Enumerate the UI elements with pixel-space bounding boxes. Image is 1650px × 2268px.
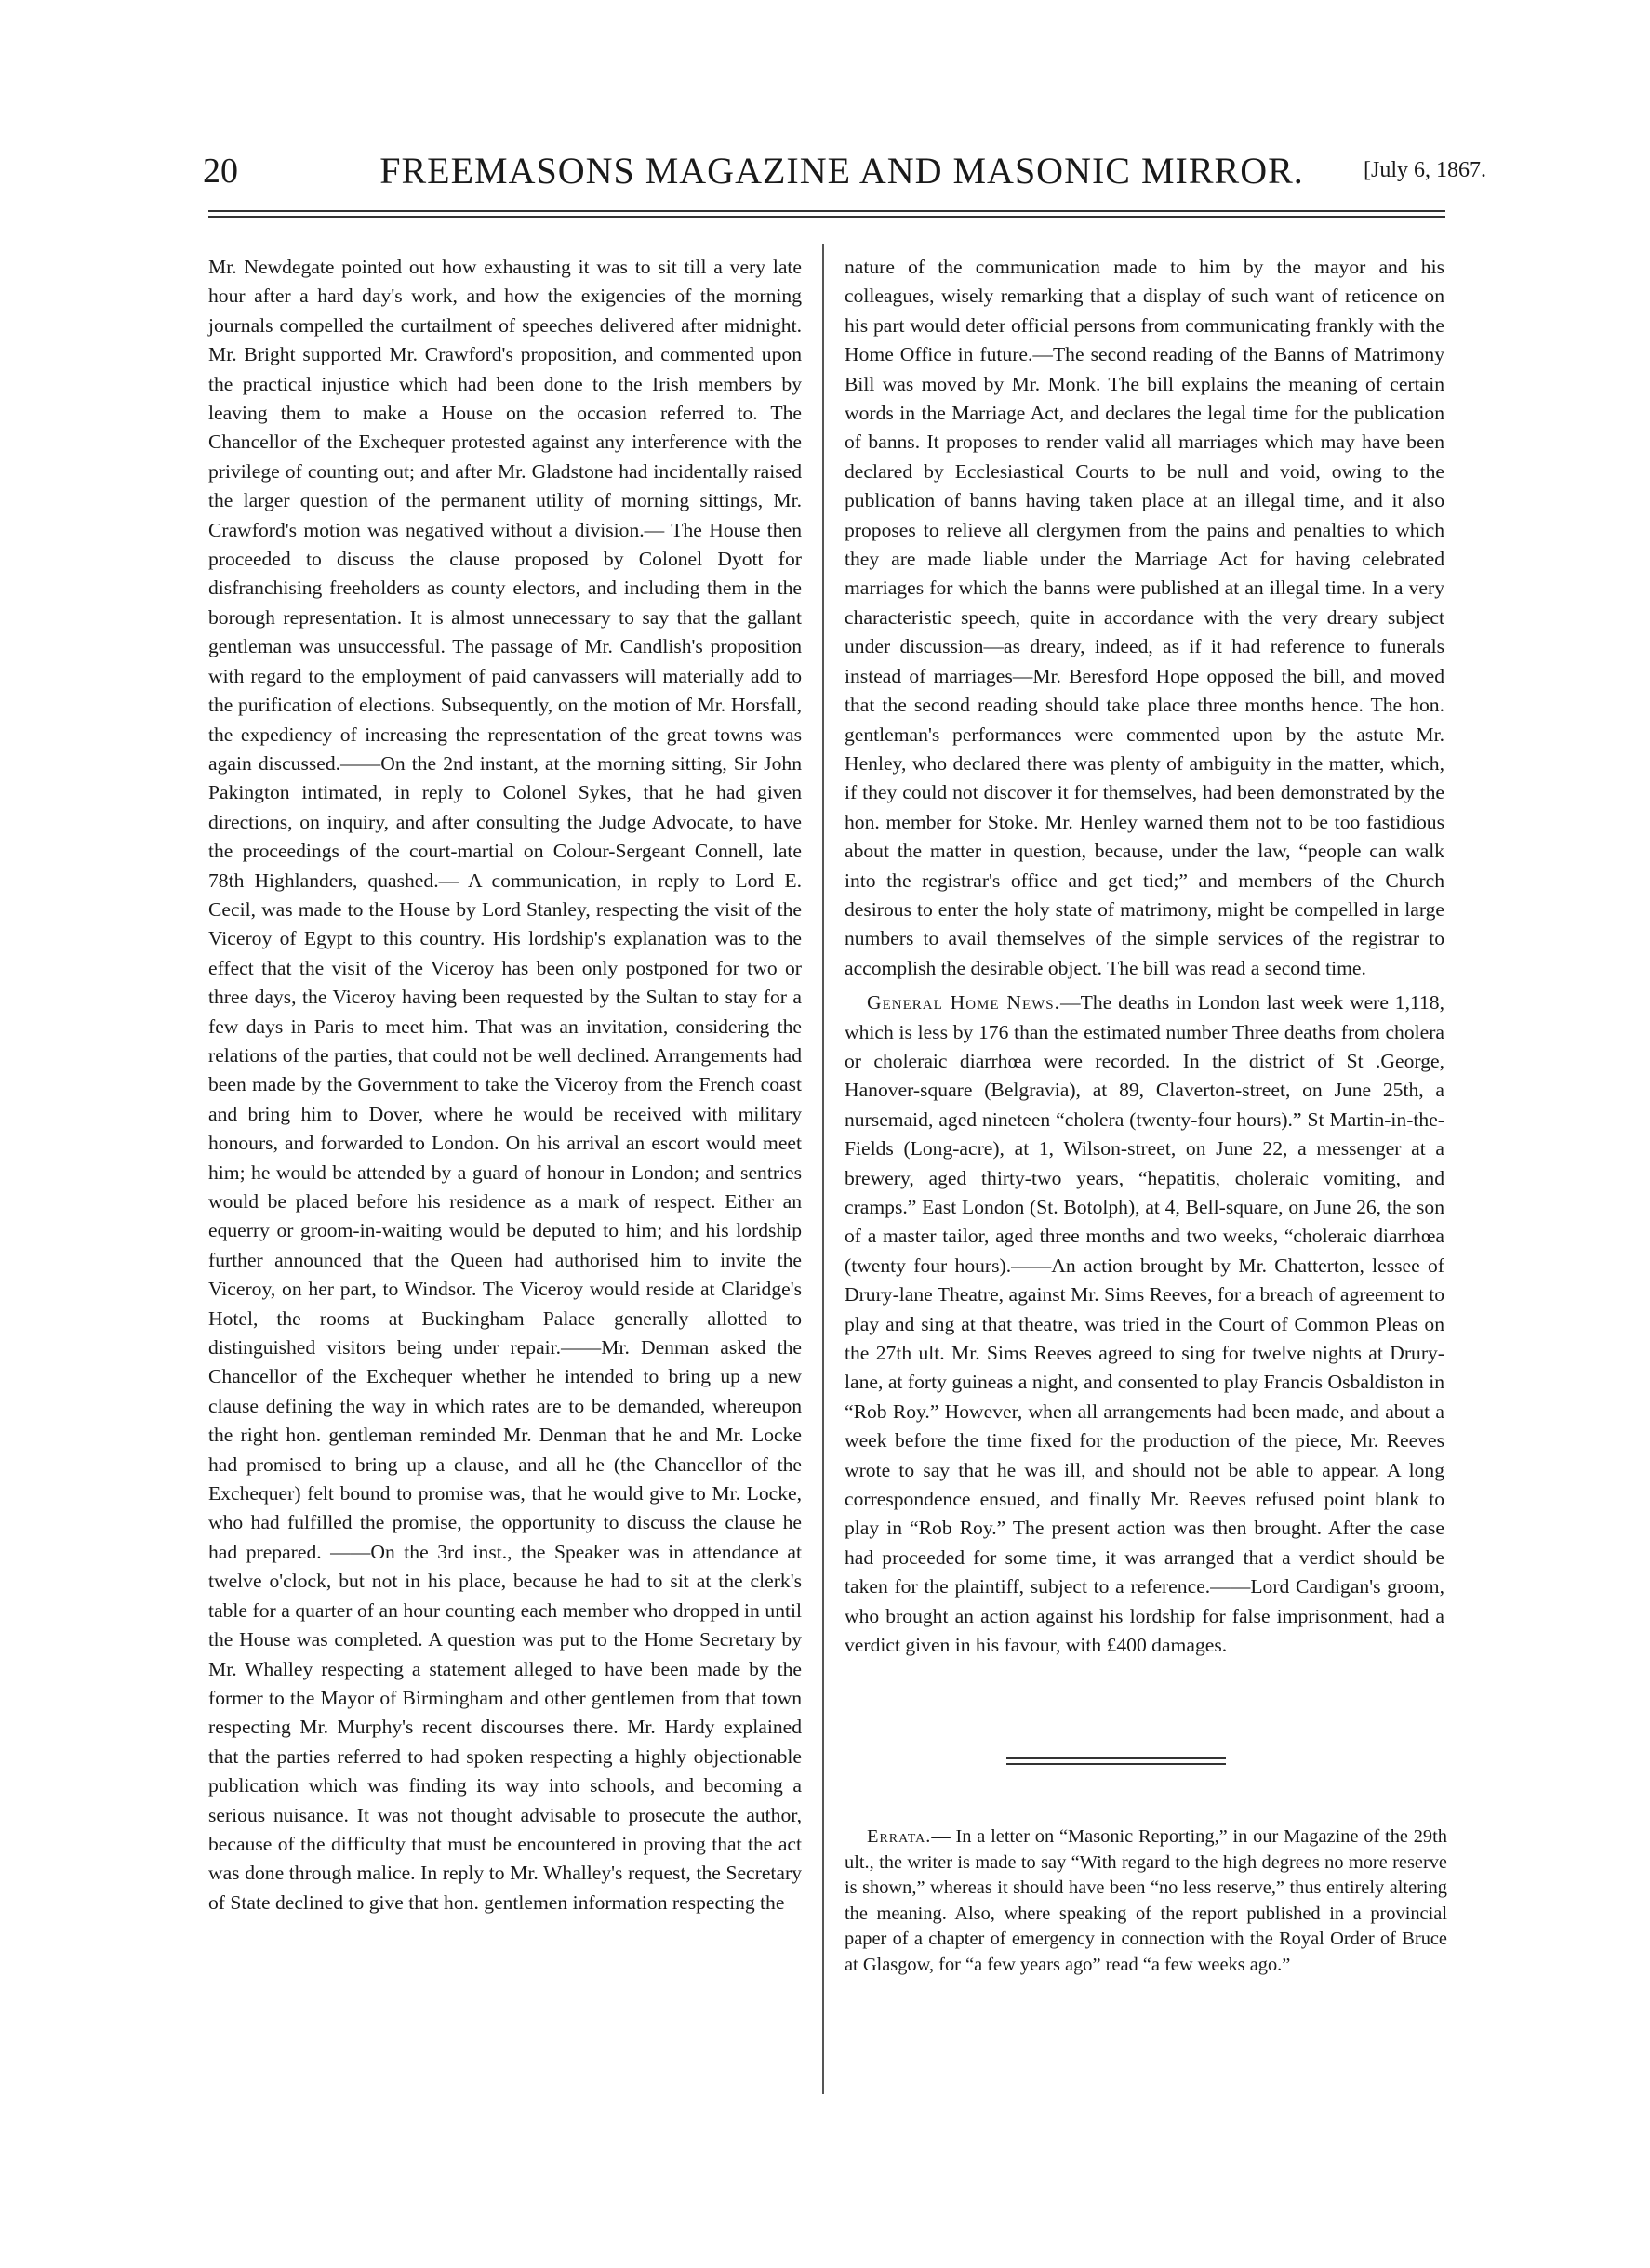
page-number: 20 <box>203 152 238 191</box>
column-divider <box>822 244 824 2094</box>
header-rule-top <box>208 210 1445 212</box>
masthead-title: FREEMASONS MAGAZINE AND MASONIC MIRROR. <box>379 150 1304 192</box>
section-divider-top <box>1006 1757 1226 1759</box>
section-divider-bottom <box>1006 1763 1226 1765</box>
errata-paragraph <box>845 1824 1447 1979</box>
general-home-news-heading: General Home News. <box>867 991 1061 1015</box>
errata-text: — In a letter on “Masonic Reporting,” in our Magazine of the 29th ult., the writer is made to say “With regard to the high degrees no more reserve is shown,” whereas it should have been “no less reserve,” thus entirely altering the meaning. Also, where speaking of the report published in a provincial paper of a chapter of emergency in connection with the Royal Order of Bruce at Glasgow, for “a few years ago” read “a few weeks ago.” <box>845 1826 1447 1975</box>
general-home-news-text: —The deaths in London last week were 1,118, which is less by 176 than the estimated number Three deaths from cholera or choleraic diarrhœa were recorded. In the district of St .George, Hanover-square (Belgravia), at 89, Claverton-street, on June 25th, a nursemaid, aged nineteen “cholera (twenty-four hours).” St Martin-in-the-Fields (Long-acre), at 1, Wilson-street, on June 22, a messenger at a brewery, aged thirty-two years, “hepatitis, choleraic vomiting, and cramps.” East London (St. Botolph), at 4, Bell-square, on June 26, the son of a master tailor, aged three months and two weeks, “choleraic diarrhœa (twenty four hours).——An action brought by Mr. Chatterton, lessee of Drury-lane Theatre, against Mr. Sims Reeves, for a breach of agreement to play and sing at that theatre, was tried in the Court of Common Pleas on the 27th ult. Mr. Sims Reeves agreed to sing for twelve nights at Drury-lane, at forty guineas a night, and consented to play Francis Osbaldiston in “Rob Roy.” However, when all arrangements had been made, and about a week before the time fixed for the production of the piece, Mr. Reeves wrote to say that he was ill, and should not be able to appear. A long correspondence ensued, and finally Mr. Reeves refused point blank to play in “Rob Roy.” The present action was then brought. After the case had proceeded for some time, it was arranged that a verdict should be taken for the plaintiff, subject to a reference.——Lord Cardigan's groom, who brought an action against his lordship for false imprisonment, had a verdict given in his favour, with £400 damages. <box>845 991 1444 1657</box>
right-column-para-1: nature of the communication made to him by the mayor and his colleagues, wisely remarking that a display of such want of reticence on his part would deter official persons from communicating frankly with the Home Office in future.—The second reading of the Banns of Matrimony Bill was moved by Mr. Monk. The bill explains the meaning of certain words in the Marriage Act, and declares the legal time for the publication of banns. It proposes to render valid all marriages which may have been declared by Ecclesiastical Courts to be null and void, owing to the publication of banns having taken place at an illegal time, and it also proposes to relieve all clergymen from the pains and penalties to which they are made liable under the Marriage Act for having celebrated marriages for which the banns were published at an illegal time. In a very characteristic speech, quite in accordance with the very dreary subject under discussion—as dreary, indeed, as if it had reference to funerals instead of marriages—Mr. Beresford Hope opposed the bill, and moved that the second reading should take place three months hence. The hon. gentleman's performances were commented upon by the astute Mr. Henley, who declared there was plenty of ambiguity in the matter, which, if they could not discover it for themselves, had been demonstrated by the hon. member for Stoke. Mr. Henley warned them not to be too fastidious about the matter in question, because, under the law, “people can walk into the registrar's office and get tied;” and members of the Church desirous to enter the holy state of matrimony, might be compelled in large numbers to avail themselves of the simple services of the registrar to accomplish the desirable object. The bill was read a second time. <box>845 256 1444 979</box>
left-column <box>208 253 802 1917</box>
left-column-text: Mr. Newdegate pointed out how exhausting it was to sit till a very late hour after a hard day's work, and how the exigencies of the morning journals compelled the curtailment of speeches delivered after midnight. Mr. Bright supported Mr. Crawford's proposition, and commented upon the practical injustice which had been done to the Irish members by leaving them to make a House on the occasion referred to. The Chancellor of the Exchequer protested against any interference with the privilege of counting out; and after Mr. Gladstone had incidentally raised the larger question of the permanent utility of morning sittings, Mr. Crawford's motion was negatived without a division.— The House then proceeded to discuss the clause proposed by Colonel Dyott for disfranchising freeholders as county electors, and including them in the borough representation. It is almost unnecessary to say that the gallant gentleman was unsuccessful. The passage of Mr. Candlish's proposition with regard to the employment of paid canvassers will materially add to the purification of elections. Subsequently, on the motion of Mr. Horsfall, the expediency of increasing the representation of the great towns was again discussed.——On the 2nd instant, at the morning sitting, Sir John Pakington intimated, in reply to Colonel Sykes, that he had given directions, on inquiry, and after consulting the Judge Advocate, to have the proceedings of the court-martial on Colour-Sergeant Connell, late 78th Highlanders, quashed.— A communication, in reply to Lord E. Cecil, was made to the House by Lord Stanley, respecting the visit of the Viceroy of Egypt to this country. His lordship's explanation was to the effect that the visit of the Viceroy has been only postponed for two or three days, the Viceroy having been requested by the Sultan to stay for a few days in Paris to meet him. That was an invitation, considering the relations of the parties, that could not be well declined. Arrangements had been made by the Government to take the Viceroy from the French coast and bring him to Dover, where he would be received with military honours, and forwarded to London. On his arrival an escort would meet him; he would be attended by a guard of honour in London; and sentries would be placed before his residence as a mark of respect. Either an equerry or groom-in-waiting would be deputed to him; and his lordship further announced that the Queen had authorised him to invite the Viceroy, on her part, to Windsor. The Viceroy would reside at Claridge's Hotel, the rooms at Buckingham Palace generally allotted to distinguished visitors being under repair.——Mr. Denman asked the Chancellor of the Exchequer whether he intended to bring up a new clause defining the way in which rates are to be demanded, whereupon the right hon. gentleman reminded Mr. Denman that he and Mr. Locke had promised to bring up a clause, and all he (the Chancellor of the Exchequer) felt bound to promise was, that he would give to Mr. Locke, who had fulfilled the promise, the opportunity to discuss the clause he had prepared. ——On the 3rd inst., the Speaker was in attendance at twelve o'clock, but not in his place, because he had to sit at the clerk's table for a quarter of an hour counting each member who dropped in until the House was completed. A question was put to the Home Secretary by Mr. Whalley respecting a statement alleged to have been made by the former to the Mayor of Birmingham and other gentlemen from that town respecting Mr. Murphy's recent discourses there. Mr. Hardy explained that the parties referred to had spoken respecting a highly objectionable publication which was finding its way into schools, and becoming a serious nuisance. It was not thought advisable to prosecute the author, because of the difficulty that must be encountered in proving that the act was done through malice. In reply to Mr. Whalley's request, the Secretary of State declined to give that hon. gentlemen information respecting the <box>208 256 802 1914</box>
right-column <box>845 253 1444 1661</box>
issue-date: [July 6, 1867. <box>1364 158 1486 182</box>
right-column-para-2 <box>845 988 1444 1660</box>
errata-heading: Errata. <box>867 1826 932 1847</box>
header-rule-bottom <box>208 216 1445 218</box>
errata-section <box>845 1824 1447 1979</box>
